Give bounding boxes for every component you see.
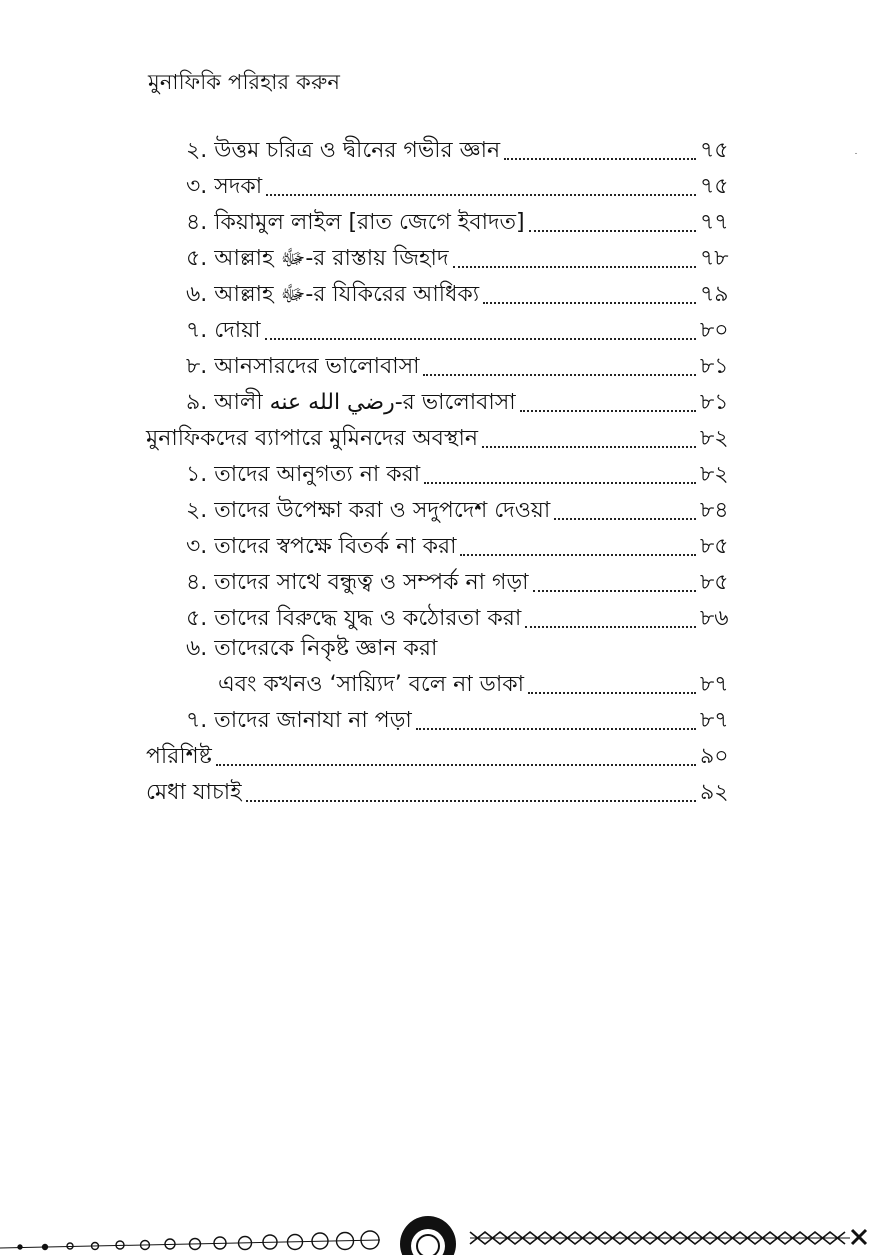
toc-entry-label: ৭. দোয়া: [186, 318, 261, 343]
toc-entry-label: ১. তাদের আনুগত্য না করা: [186, 462, 421, 487]
toc-entry-page: ৮০: [700, 318, 729, 343]
toc-entry[interactable]: [186, 238, 744, 274]
dot-leader: [453, 266, 697, 268]
toc-entry-label: ৮. আনসারদের ভালোবাসা: [186, 354, 420, 379]
ornament-center-medallion: [400, 1216, 456, 1255]
dot-leader: [216, 764, 696, 766]
ornament-left-chain: [0, 1231, 380, 1250]
toc-entry-page: ৭৭: [700, 210, 729, 235]
toc-entry-page: ৮১: [700, 390, 729, 415]
toc-entry-page: ৮৬: [700, 606, 729, 631]
toc-entry-continuation[interactable]: [218, 664, 744, 700]
dot-leader: [483, 302, 696, 304]
toc-entry-label: ৭. তাদের জানাযা না পড়া: [186, 708, 412, 733]
toc-entry-page: ৭৫: [700, 174, 729, 199]
toc-entry-label: ৬. আল্লাহ ﷻ-র যিকিরের আধিক্য: [186, 282, 480, 307]
toc-entry[interactable]: [186, 202, 744, 238]
toc-entry-label: ৩. সদকা: [186, 174, 263, 199]
dot-leader: [520, 410, 696, 412]
toc-entry[interactable]: [186, 700, 744, 736]
toc-entry-label: পরিশিষ্ট: [146, 744, 212, 769]
toc-entry[interactable]: [186, 562, 744, 598]
dot-leader: [246, 800, 696, 802]
toc-entry-first-line[interactable]: [186, 628, 744, 664]
dot-leader: [554, 518, 696, 520]
toc-entry[interactable]: [186, 346, 744, 382]
toc-section-entry[interactable]: [146, 736, 744, 772]
running-header: মুনাফিকি পরিহার করুন: [148, 70, 341, 94]
dot-leader: [504, 158, 696, 160]
toc-entry-page: ৮১: [700, 354, 729, 379]
toc-entry-page: ৮২: [700, 426, 729, 451]
toc-entry[interactable]: [186, 310, 744, 346]
toc-section-entry[interactable]: [146, 772, 744, 808]
dot-leader: [482, 446, 696, 448]
dot-leader: [416, 728, 696, 730]
toc-entry-label: ৫. তাদের বিরুদ্ধে যুদ্ধ ও কঠোরতা করা: [186, 606, 522, 631]
toc-entry-label: মেধা যাচাই: [146, 780, 242, 805]
toc-entry-label: ৩. তাদের স্বপক্ষে বিতর্ক না করা: [186, 534, 457, 559]
ornament-right-chain: [470, 1230, 866, 1244]
toc-entry[interactable]: [186, 382, 744, 418]
toc-entry-label: ৫. আল্লাহ ﷻ-র রাস্তায় জিহাদ: [186, 246, 449, 271]
toc-entry-page: ৭৮: [700, 246, 729, 271]
toc-entry-page: ৭৯: [700, 282, 729, 307]
toc-entry[interactable]: [186, 490, 744, 526]
toc-entry-page: ৯২: [700, 780, 729, 805]
toc-entry[interactable]: [186, 166, 744, 202]
dot-leader: [460, 554, 696, 556]
toc-entry[interactable]: [186, 454, 744, 490]
dot-leader: [423, 374, 696, 376]
toc-section-entry[interactable]: [146, 418, 744, 454]
toc-entry-page: ৮৪: [700, 498, 729, 523]
toc-entry-label: এবং কখনও ‘সায়্যিদ’ বলে না ডাকা: [218, 672, 525, 697]
toc-entry-page: ৯০: [700, 744, 729, 769]
toc-entry-label: ২. উত্তম চরিত্র ও দ্বীনের গভীর জ্ঞান: [186, 138, 501, 163]
toc-entry[interactable]: [186, 274, 744, 310]
toc-entry-page: ৮২: [700, 462, 729, 487]
dot-leader: [266, 194, 696, 196]
toc-entry-label: মুনাফিকদের ব্যাপারে মুমিনদের অবস্থান: [146, 426, 478, 451]
toc-entry[interactable]: [186, 526, 744, 562]
toc-entry-page: ৮৭: [700, 708, 729, 733]
toc-entry[interactable]: [186, 130, 744, 166]
toc-entry-page: ৭৫: [700, 138, 729, 163]
toc-entry-page: ৮৭: [700, 672, 729, 697]
toc-entry-label: ৪. তাদের সাথে বন্ধুত্ব ও সম্পর্ক না গড়া: [186, 570, 529, 595]
toc-entry-label: ৬. তাদেরকে নিকৃষ্ট জ্ঞান করা: [186, 636, 438, 661]
toc-entry-label: ৪. কিয়ামুল লাইল [রাত জেগে ইবাদত]: [186, 210, 525, 235]
toc-entry-label: ৯. আলী رضي الله عنه-র ভালোবাসা: [186, 390, 516, 415]
dot-leader: [424, 482, 696, 484]
toc-entry-label: ২. তাদের উপেক্ষা করা ও সদুপদেশ দেওয়া: [186, 498, 551, 523]
footer-ornament: [0, 1214, 869, 1255]
dot-leader: [265, 338, 697, 340]
toc-entry-page: ৮৫: [700, 570, 729, 595]
dot-leader: [529, 230, 696, 232]
dot-leader: [533, 590, 696, 592]
dot-leader: [528, 692, 696, 694]
toc-entry-page: ৮৫: [700, 534, 729, 559]
